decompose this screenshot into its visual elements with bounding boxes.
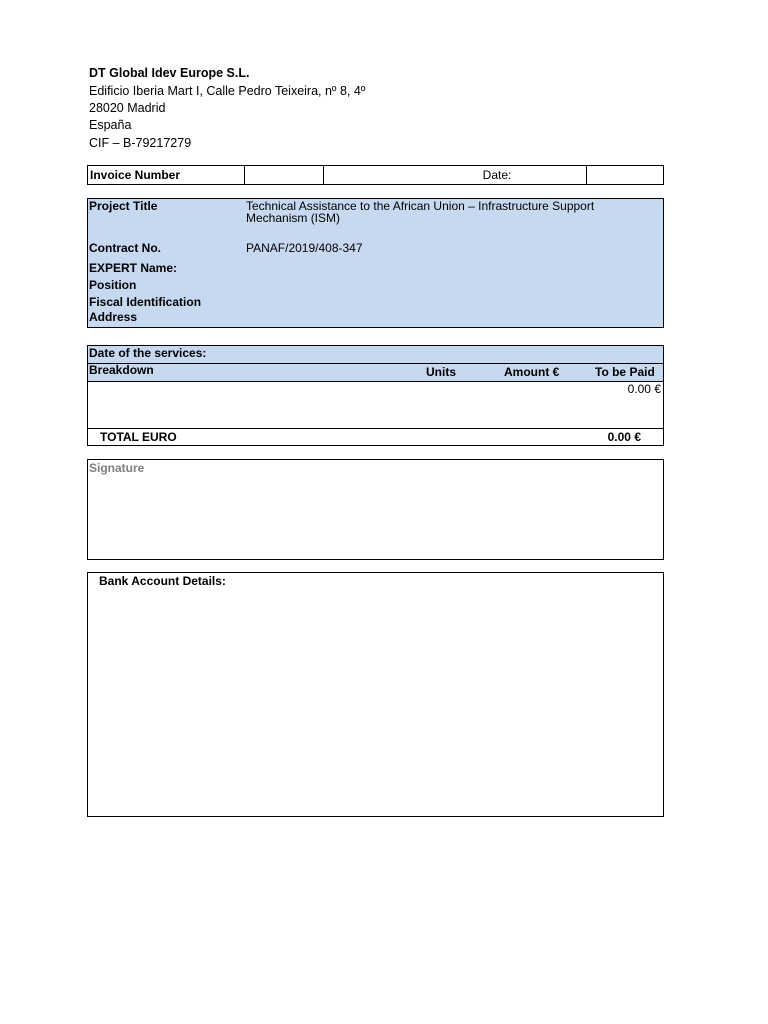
invoice-row <box>87 165 664 185</box>
project-title-value-line2: Mechanism (ISM) <box>246 211 341 225</box>
date-label: Date: <box>324 166 587 184</box>
contract-label: Contract No. <box>89 241 161 255</box>
breakdown-header: Breakdown <box>89 363 154 377</box>
position-label: Position <box>89 278 137 292</box>
company-address-line1: Edificio Iberia Mart I, Calle Pedro Teixeira, nº 8, 4º <box>89 84 366 98</box>
project-title-label: Project Title <box>89 199 158 213</box>
contract-value: PANAF/2019/408-347 <box>246 241 363 255</box>
invoice-number-label: Invoice Number <box>88 166 245 184</box>
services-table <box>87 345 664 446</box>
expert-name-label: EXPERT Name: <box>89 261 178 275</box>
units-header: Units <box>426 365 456 379</box>
bank-account-label: Bank Account Details: <box>99 574 226 588</box>
company-cif: CIF – B-79217279 <box>89 136 192 150</box>
address-label: Address <box>89 310 138 324</box>
total-euro-value: 0.00 € <box>607 430 641 444</box>
services-header-band <box>88 364 663 381</box>
project-title-value-line1: Technical Assistance to the African Union – Infrastructure Support <box>246 199 595 213</box>
to-be-paid-header: To be Paid <box>595 365 655 379</box>
invoice-number-field[interactable] <box>245 166 324 184</box>
signature-box[interactable] <box>87 459 664 560</box>
signature-label: Signature <box>89 461 145 475</box>
total-euro-label: TOTAL EURO <box>100 430 177 444</box>
company-country: España <box>89 118 132 132</box>
company-address-line2: 28020 Madrid <box>89 101 166 115</box>
amount-header: Amount € <box>504 365 560 379</box>
row-to-be-paid-value: 0.00 € <box>627 382 661 396</box>
company-name: DT Global Idev Europe S.L. <box>89 66 250 80</box>
divider <box>88 428 663 429</box>
services-date-label: Date of the services: <box>89 346 207 360</box>
divider <box>88 381 663 382</box>
services-date-band <box>88 346 663 363</box>
fiscal-id-label: Fiscal Identification <box>89 295 202 309</box>
date-field[interactable] <box>587 166 663 184</box>
project-details-box <box>87 198 664 328</box>
bank-account-box[interactable] <box>87 572 664 817</box>
